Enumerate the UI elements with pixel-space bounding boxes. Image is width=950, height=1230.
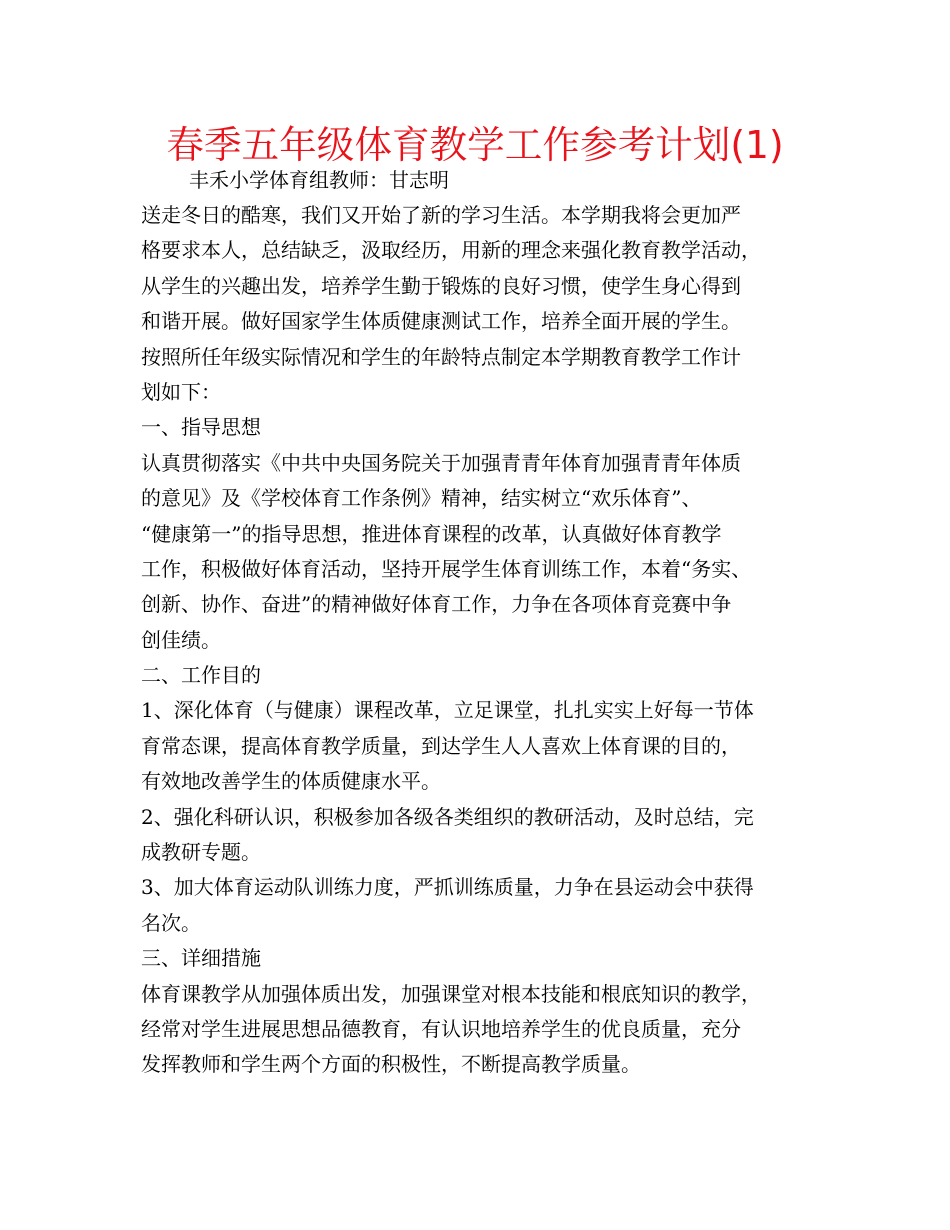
section-heading-measures: 三、详细措施 xyxy=(141,946,261,971)
body-line: 从学生的兴趣出发，培养学生勤于锻炼的良好习惯，使学生身心得到 xyxy=(141,273,741,298)
document-author: 丰禾小学体育组教师：甘志明 xyxy=(189,168,449,192)
body-line: 格要求本人，总结缺乏，汲取经历，用新的理念来强化教育教学活动， xyxy=(141,238,761,263)
document-body xyxy=(141,198,831,1083)
body-line: 送走冬日的酷寒，我们又开始了新的学习生活。本学期我将会更加严 xyxy=(141,203,741,227)
body-line: 体育课教学从加强体质出发，加强课堂对根本技能和根底知识的教学， xyxy=(141,981,761,1006)
body-line: 创佳绩。 xyxy=(141,627,221,652)
body-line: 育常态课，提高体育教学质量，到达学生人人喜欢上体育课的目的， xyxy=(141,733,741,758)
body-line: 按照所任年级实际情况和学生的年龄特点制定本学期教育教学工作计 xyxy=(141,344,741,369)
body-line: 2、强化科研认识，积极参加各级各类组织的教研活动，及时总结，完 xyxy=(141,804,754,829)
body-line: “健康第一”的指导思想，推进体育课程的改革，认真做好体育教学 xyxy=(141,521,722,546)
body-line: 划如下： xyxy=(141,379,221,404)
body-line: 经常对学生进展思想品德教育，有认识地培养学生的优良质量，充分 xyxy=(141,1016,741,1041)
body-line: 3、加大体育运动队训练力度，严抓训练质量，力争在县运动会中获得 xyxy=(141,875,754,900)
body-line: 发挥教师和学生两个方面的积极性，不断提高教学质量。 xyxy=(141,1052,641,1077)
body-line: 创新、协作、奋进”的精神做好体育工作，力争在各项体育竞赛中争 xyxy=(141,592,732,617)
section-heading-guiding-thought: 一、指导思想 xyxy=(141,415,261,440)
body-line: 认真贯彻落实《中共中央国务院关于加强青青年体育加强青青年体质 xyxy=(141,450,741,475)
section-heading-work-goals: 二、工作目的 xyxy=(141,663,261,688)
body-line: 的意见》及《学校体育工作条例》精神，结实树立“欢乐体育”、 xyxy=(141,486,702,511)
document-title: 春季五年级体育教学工作参考计划(1) xyxy=(166,123,784,167)
body-line: 名次。 xyxy=(141,910,201,935)
body-line: 和谐开展。做好国家学生体质健康测试工作，培养全面开展的学生。 xyxy=(141,309,741,334)
body-line: 成教研专题。 xyxy=(141,840,261,865)
body-line: 1、深化体育（与健康）课程改革，立足课堂，扎扎实实上好每一节体 xyxy=(141,698,754,723)
body-line: 有效地改善学生的体质健康水平。 xyxy=(141,769,441,794)
body-line: 工作，积极做好体育活动，坚持开展学生体育训练工作，本着“务实、 xyxy=(141,556,752,581)
